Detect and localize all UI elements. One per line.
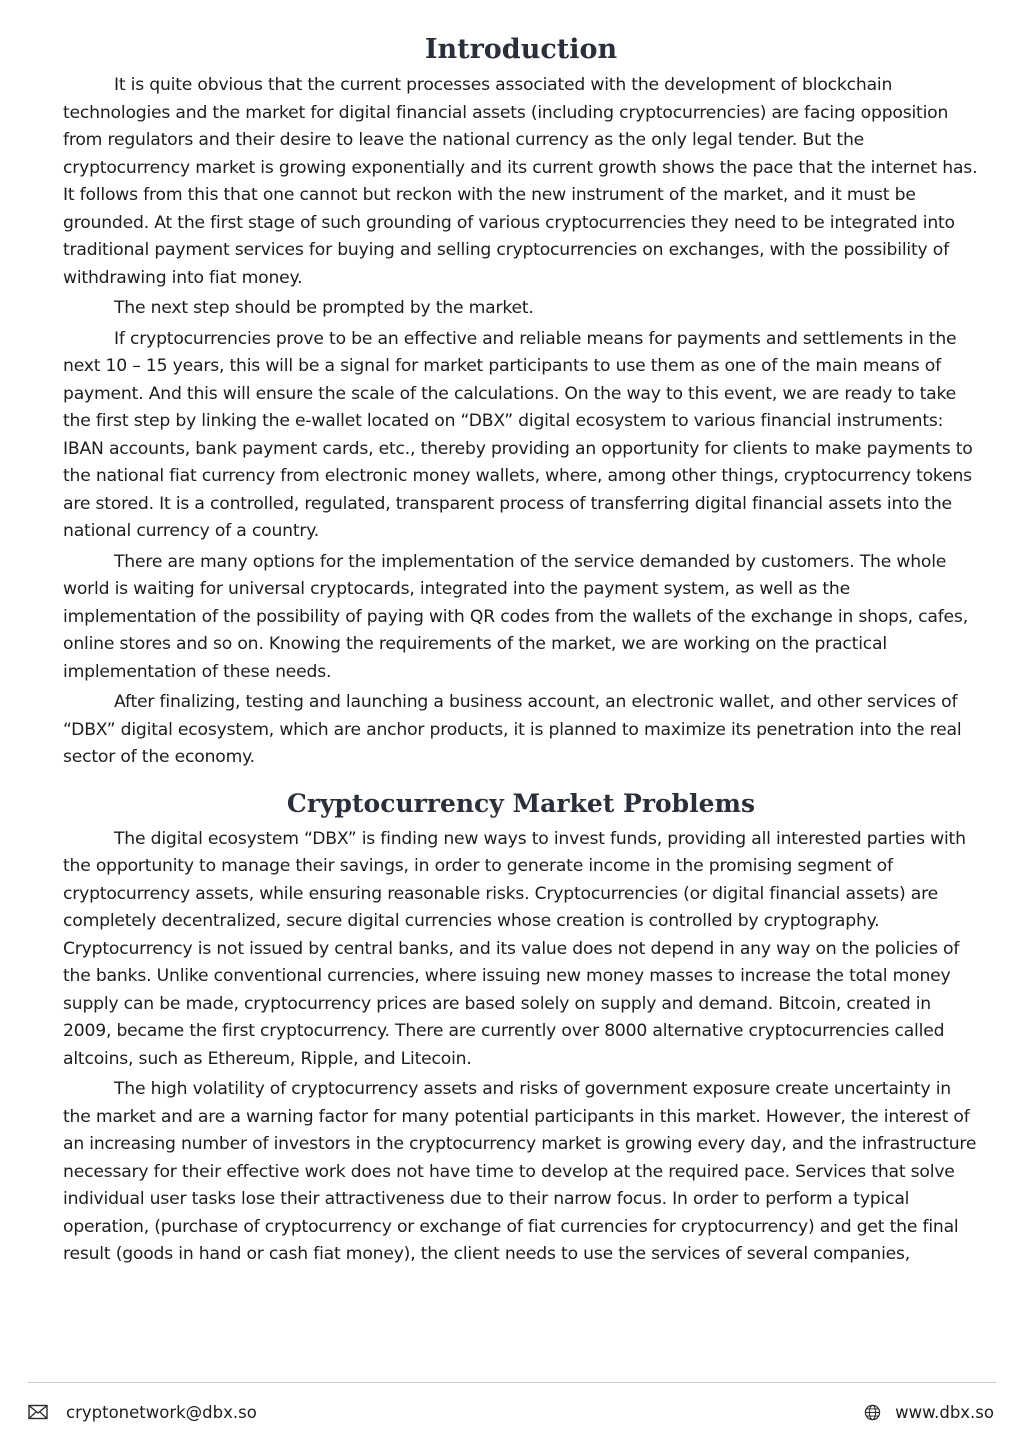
page-footer xyxy=(28,1398,994,1426)
paragraph: After finalizing, testing and launching a business account, an electronic wallet, and other services of “DBX” digital ecosystem, which are anchor products, it is planned to maximize its penetration into the real sector of the economy. xyxy=(63,692,962,767)
paragraph: There are many options for the implementation of the service demanded by customers. The whole world is waiting for universal cryptocards, integrated into the payment system, as well as the implementation of the possibility of paying with QR codes from the wallets of the exchange in shops, cafes, online stores and so on. Knowing the requirements of the market, we are working on the practical implementation of these needs. xyxy=(63,551,968,682)
paragraph: If cryptocurrencies prove to be an effective and reliable means for payments and settlements in the next 10 – 15 years, this will be a signal for market participants to use them as one of the main means of payment. And this will ensure the scale of the calculations. On the way to this event, we are ready to take the first step by linking the e-wallet located on “DBX” digital ecosystem to various financial instruments: IBAN accounts, bank payment cards, etc., thereby providing an opportunity for clients to make payments to the national fiat currency from electronic money wallets, where, among other things, cryptocurrency tokens are stored. It is a controlled, regulated, transparent process of transferring digital financial assets into the national currency of a country. xyxy=(63,328,973,541)
footer-email[interactable] xyxy=(28,1403,257,1422)
paragraph: The high volatility of cryptocurrency assets and risks of government exposure create uncertainty in the market and are a warning factor for many potential participants in this market. However, the interest of an increasing number of investors in the cryptocurrency market is growing every day, and the infrastructure necessary for their effective work does not have time to develop at the required pace. Services that solve individual user tasks lose their attractiveness due to their narrow focus. In order to perform a typical operation, (purchase of cryptocurrency or exchange of fiat currencies for cryptocurrency) and get the final result (goods in hand or cash fiat money), the client needs to use the services of several companies, xyxy=(63,1079,977,1264)
section-heading-introduction: Introduction xyxy=(424,34,618,65)
paragraph: The digital ecosystem “DBX” is finding new ways to invest funds, providing all interested parties with the opportunity to manage their savings, in order to generate income in the promising segment of cryptocurrency assets, while ensuring reasonable risks. Cryptocurrencies (or digital financial assets) are completely decentralized, secure digital currencies whose creation is controlled by cryptography. Cryptocurrency is not issued by central banks, and its value does not depend in any way on the policies of the banks. Unlike conventional currencies, where issuing new money masses to increase the total money supply can be made, cryptocurrency prices are based solely on supply and demand. Bitcoin, created in 2009, became the first cryptocurrency. There are currently over 8000 alternative cryptocurrencies called altcoins, such as Ethereum, Ripple, and Litecoin. xyxy=(63,828,966,1069)
footer-website-text[interactable]: www.dbx.so xyxy=(895,1402,994,1422)
paragraph: It is quite obvious that the current processes associated with the development of blockchain technologies and the market for digital financial assets (including cryptocurrencies) are facing opposition from regulators and their desire to leave the national currency as the only legal tender. But the cryptocurrency market is growing exponentially and its current growth shows the pace that the internet has. It follows from this that one cannot but reckon with the new instrument of the market, and it must be grounded. At the first stage of such grounding of various cryptocurrencies they need to be integrated into traditional payment services for buying and selling cryptocurrencies on exchanges, with the possibility of withdrawing into fiat money. xyxy=(63,75,978,288)
paragraph: The next step should be prompted by the market. xyxy=(114,298,534,318)
document-body xyxy=(63,30,979,1272)
footer-website[interactable] xyxy=(864,1403,994,1422)
section-heading-market-problems: Cryptocurrency Market Problems xyxy=(286,788,756,818)
footer-email-text[interactable]: cryptonetwork@dbx.so xyxy=(66,1402,257,1422)
globe-icon xyxy=(864,1404,881,1421)
footer-divider xyxy=(28,1382,996,1383)
envelope-icon xyxy=(28,1404,48,1420)
